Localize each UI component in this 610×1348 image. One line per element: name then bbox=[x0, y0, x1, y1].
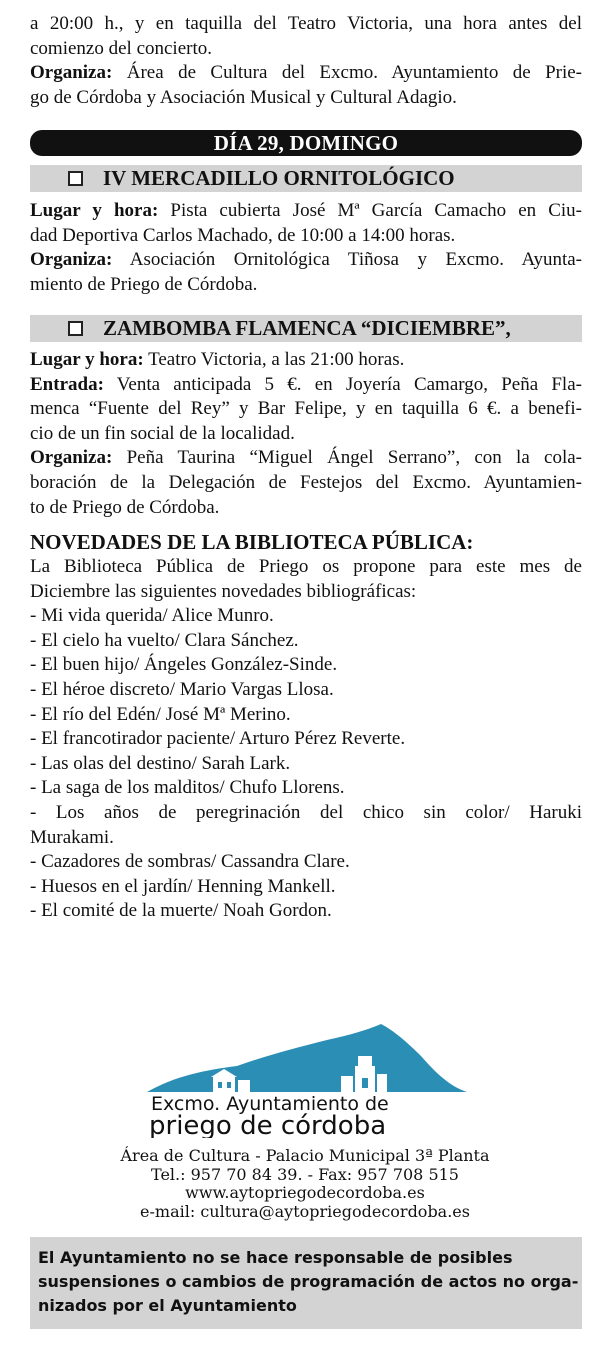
lugar-line bbox=[30, 348, 582, 373]
logo-line-2: priego de córdoba bbox=[149, 1111, 387, 1138]
checkbox-icon bbox=[68, 321, 83, 336]
library-title: NOVEDADES DE LA BIBLIOTECA PÚBLICA: bbox=[30, 530, 474, 554]
town-skyline-icon bbox=[145, 1020, 470, 1138]
list-item: Murakami. bbox=[30, 826, 114, 848]
organiza-label: Organiza: bbox=[30, 62, 113, 84]
entrada-line-3: cio de un fin social de la localidad. bbox=[30, 422, 295, 444]
list-item: - El héroe discreto/ Mario Vargas Llosa. bbox=[30, 678, 334, 700]
footer-address: Área de Cultura - Palacio Municipal 3ª Planta bbox=[120, 1146, 490, 1165]
list-item: - La saga de los malditos/ Chufo Llorens. bbox=[30, 777, 345, 799]
checkbox-icon bbox=[68, 171, 83, 186]
list-item: - Mi vida querida/ Alice Munro. bbox=[30, 605, 274, 627]
footer-phone: Tel.: 957 70 84 39. - Fax: 957 708 515 bbox=[151, 1164, 459, 1184]
section-title: IV MERCADILLO ORNITOLÓGICO bbox=[103, 166, 455, 190]
organiza-line-2: boración de la Delegación de Festejos del Excmo. Ayuntamien- bbox=[30, 471, 582, 493]
entrada-line-1 bbox=[30, 373, 582, 398]
list-item: - El río del Edén/ José Mª Merino. bbox=[30, 703, 291, 725]
lugar-text-1: Pista cubierta José Mª García Camacho en Ciu- bbox=[170, 200, 582, 221]
list-item: - El francotirador paciente/ Arturo Pérez Reverte. bbox=[30, 728, 406, 750]
entrada-line-2: menca “Fuente del Rey” y Bar Felipe, y en taquilla 6 €. a benefi- bbox=[30, 398, 582, 420]
disclaimer-line-2: suspensiones o cambios de programación de actos no orga- bbox=[38, 1272, 579, 1291]
list-item: - Las olas del destino/ Sarah Lark. bbox=[30, 752, 291, 774]
footer-website-link[interactable]: www.aytopriegodecordoba.es bbox=[185, 1183, 425, 1202]
section-body-mercadillo bbox=[30, 199, 582, 297]
list-item: - El comité de la muerte/ Noah Gordon. bbox=[30, 900, 332, 922]
intro-line-2: comienzo del concierto. bbox=[30, 37, 213, 59]
ayuntamiento-logo bbox=[145, 1020, 470, 1138]
disclaimer-line-1: El Ayuntamiento no se hace responsable de posibles bbox=[38, 1248, 513, 1267]
organiza-text-1: Asociación Ornitológica Tiñosa y Excmo. Ayunta- bbox=[129, 249, 582, 271]
list-item: - Los años de peregrinación del chico sin color/ Haruki bbox=[30, 801, 582, 823]
section-body-zambomba bbox=[30, 348, 582, 520]
section-header-zambomba bbox=[30, 315, 582, 342]
day-header: DÍA 29, DOMINGO bbox=[30, 130, 582, 156]
library-intro-2: Diciembre las siguientes novedades bibliográficas: bbox=[30, 580, 417, 602]
organiza-text-1: Área de Cultura del Excmo. Ayuntamiento de Prie- bbox=[126, 62, 583, 84]
lugar-label: Lugar y hora: bbox=[30, 200, 159, 221]
footer-email-link[interactable]: e-mail: cultura@aytopriegodecordoba.es bbox=[140, 1201, 470, 1221]
lugar-line-2: dad Deportiva Carlos Machado, de 10:00 a 14:00 horas. bbox=[30, 224, 456, 246]
lugar-line-1 bbox=[30, 199, 582, 224]
section-header-mercadillo bbox=[30, 165, 582, 192]
intro-organiza-2: go de Córdoba y Asociación Musical y Cultural Adagio. bbox=[30, 86, 457, 108]
list-item: - Cazadores de sombras/ Cassandra Clare. bbox=[30, 851, 350, 873]
entrada-text-1: Venta anticipada 5 €. en Joyería Camargo, Peña Fla- bbox=[116, 373, 582, 395]
organiza-line-2: miento de Priego de Córdoba. bbox=[30, 273, 258, 295]
library-section bbox=[30, 529, 582, 924]
organiza-line-3: to de Priego de Córdoba. bbox=[30, 496, 220, 518]
list-item: - El buen hijo/ Ángeles González-Sinde. bbox=[30, 654, 338, 676]
list-item: - Huesos en el jardín/ Henning Mankell. bbox=[30, 875, 336, 897]
logo-line-1: Excmo. Ayuntamiento de bbox=[151, 1093, 389, 1115]
organiza-line-1 bbox=[30, 248, 582, 273]
disclaimer-box bbox=[30, 1237, 582, 1329]
disclaimer-line-3: nizados por el Ayuntamiento bbox=[38, 1296, 297, 1315]
library-intro-1: La Biblioteca Pública de Priego os propone para este mes de bbox=[30, 556, 582, 577]
lugar-label: Lugar y hora: bbox=[30, 349, 144, 370]
intro-organiza bbox=[30, 61, 582, 86]
organiza-label: Organiza: bbox=[30, 249, 113, 271]
contact-footer bbox=[0, 1147, 610, 1221]
organiza-line-1 bbox=[30, 446, 582, 471]
intro-line-1: a 20:00 h., y en taquilla del Teatro Victoria, una hora antes del bbox=[30, 13, 582, 34]
book-list bbox=[30, 604, 582, 924]
list-item: - El cielo ha vuelto/ Clara Sánchez. bbox=[30, 629, 299, 651]
intro-block bbox=[30, 12, 582, 110]
organiza-label: Organiza: bbox=[30, 447, 113, 469]
entrada-label: Entrada: bbox=[30, 373, 104, 395]
lugar-text: Teatro Victoria, a las 21:00 horas. bbox=[148, 349, 405, 370]
section-title: ZAMBOMBA FLAMENCA “DICIEMBRE”, bbox=[103, 316, 511, 340]
organiza-text-1: Peña Taurina “Miguel Ángel Serrano”, con la cola- bbox=[126, 447, 583, 469]
